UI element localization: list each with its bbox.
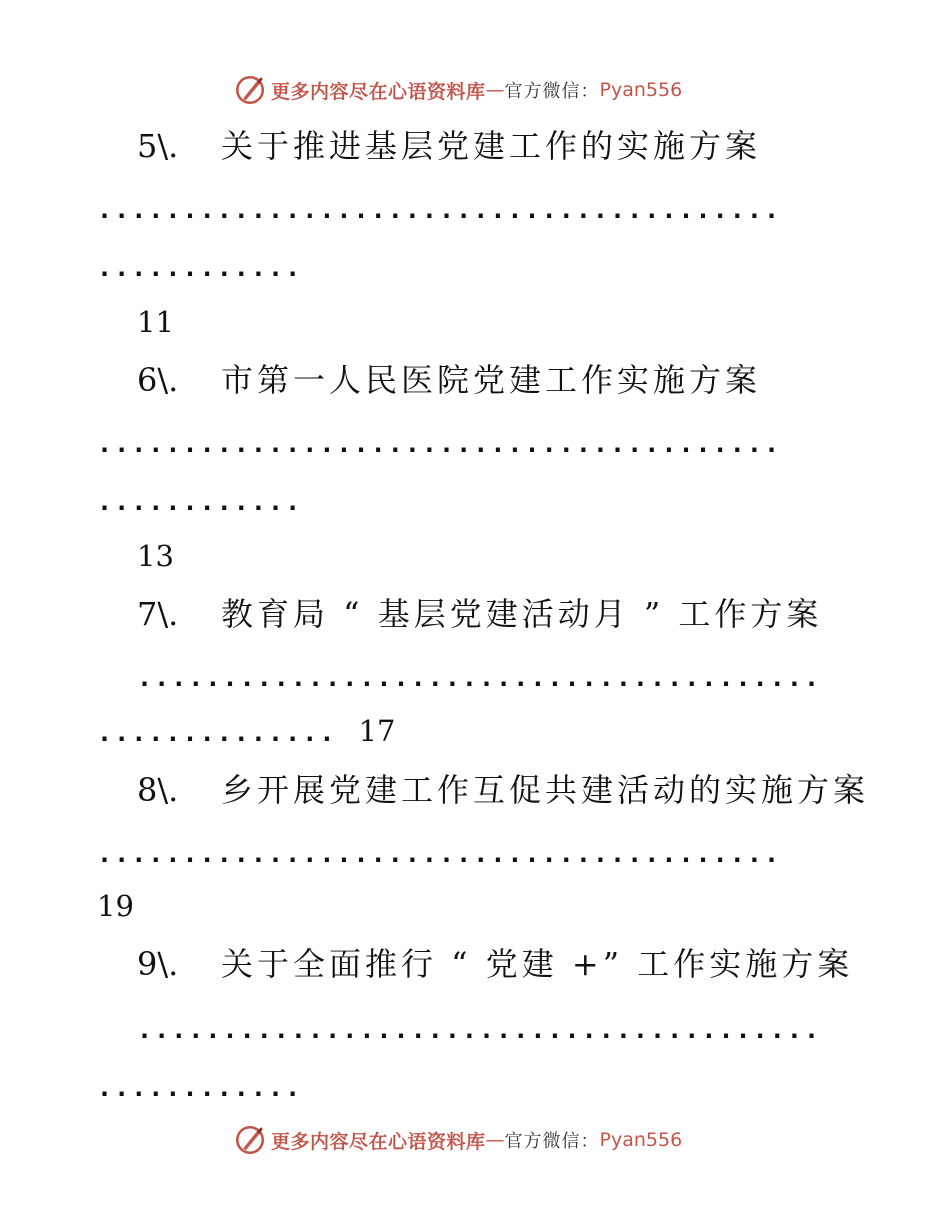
toc-page-number: 11 (137, 305, 174, 339)
watermark-text: 更多内容尽在心语资料库 (271, 1130, 486, 1153)
toc-page-number: 19 (97, 889, 134, 923)
toc-entry-number: 8\. (137, 771, 179, 809)
toc-entry-title (137, 944, 853, 984)
watermark-channel: 官方微信： (504, 1131, 600, 1152)
toc-entry-number: 7\. (137, 595, 179, 633)
toc-entry-number: 5\. (137, 127, 179, 165)
toc-entry-number: 6\. (137, 361, 179, 399)
toc-entry-number: 9\. (137, 945, 179, 983)
toc-entry-title (137, 126, 761, 166)
toc-leader-dots: .............. (97, 718, 337, 747)
toc-leader-dots: ........................................ (137, 1015, 822, 1044)
watermark-footer (233, 1122, 682, 1158)
toc-leader-dots: ............ (97, 253, 303, 282)
toc-page-number: 17 (358, 714, 396, 748)
toc-leader-dots: ............ (97, 487, 303, 516)
toc-entry-text: 关于全面推行 “ 党建 +” 工作实施方案 (221, 945, 854, 983)
toc-entry-text: 关于推进基层党建工作的实施方案 (221, 127, 762, 165)
toc-entry-title (137, 770, 869, 810)
watermark-header (233, 72, 682, 108)
toc-entry-text: 教育局 “ 基层党建活动月 ” 工作方案 (221, 595, 823, 633)
watermark-dash: — (485, 1129, 505, 1151)
watermark-text: 更多内容尽在心语资料库 (271, 80, 486, 103)
toc-entry-text: 市第一人民医院党建工作实施方案 (221, 361, 762, 399)
toc-page-number: 13 (137, 539, 174, 573)
toc-entry-title (137, 360, 761, 400)
toc-leader-dots: ........................................ (137, 663, 822, 692)
toc-entry-text: 乡开展党建工作互促共建活动的实施方案 (221, 771, 870, 809)
toc-leader-dots: ............ (97, 1073, 303, 1102)
toc-leader-dots: ........................................ (97, 195, 782, 224)
toc-entry-title (137, 594, 822, 634)
toc-leader-dots: ........................................ (97, 839, 782, 868)
watermark-channel: 官方微信： (504, 81, 600, 102)
watermark-id: Pyan556 (599, 1129, 683, 1151)
pen-logo-icon (233, 73, 267, 107)
watermark-dash: — (485, 79, 505, 101)
pen-logo-icon (233, 1123, 267, 1157)
toc-leader-dots: ........................................ (97, 429, 782, 458)
watermark-id: Pyan556 (599, 79, 683, 101)
toc-leader-row (97, 710, 396, 753)
